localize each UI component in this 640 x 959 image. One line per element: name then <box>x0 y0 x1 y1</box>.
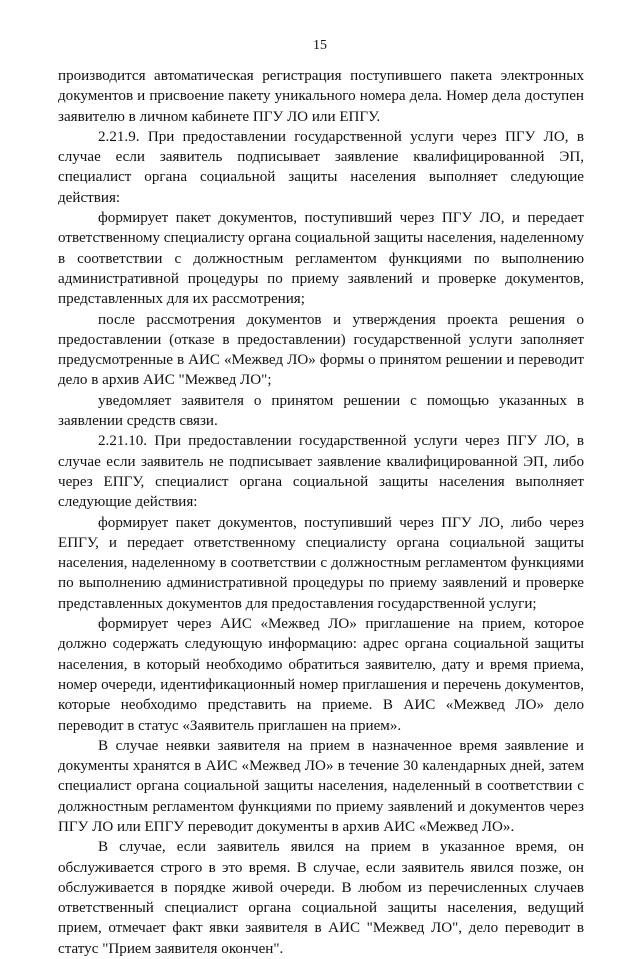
paragraph: уведомляет заявителя о принятом решении с помощью указанных в заявлении средств связи. <box>58 392 584 430</box>
paragraph: формирует пакет документов, поступивший через ПГУ ЛО, и передает ответственному специалисту органа социальной защиты населения, наделенному в соответствии с должностным регламентом функциями по выполнению административной процедуры по приему заявлений и проверке документов, представленных для их рассмотрения; <box>58 210 584 308</box>
paragraph: формирует пакет документов, поступивший через ПГУ ЛО, либо через ЕПГУ, и передает ответственному специалисту органа социальной защиты населения, наделенному в соответствии с должностным регламентом функциями по выполнению административной процедуры по приему заявлений и проверке представленных документов для предоставления государственной услуги; <box>58 514 584 612</box>
page-number: 15 <box>313 38 327 53</box>
paragraph: производится автоматическая регистрация поступившего пакета электронных документов и присвоение пакету уникального номера дела. Номер дела доступен заявителю в личном кабинете ПГУ ЛО или ЕПГУ. <box>58 68 584 125</box>
paragraph: В случае неявки заявителя на прием в назначенное время заявление и документы хранятся в АИС «Межвед ЛО» в течение 30 календарных дней, затем специалист органа социальной защиты населения, наделенный в соответствии с должностным регламентом функциями по приему заявлений и документов через ПГУ ЛО или ЕПГУ переводит документы в архив АИС «Межвед ЛО». <box>58 737 584 835</box>
document-body <box>58 66 584 959</box>
paragraph: 2.21.10. При предоставлении государственной услуги через ПГУ ЛО, в случае если заявитель не подписывает заявление квалифицированной ЭП, либо через ЕПГУ, специалист органа социальной защиты населения выполняет следующие действия: <box>58 433 584 511</box>
paragraph: после рассмотрения документов и утверждения проекта решения о предоставлении (отказе в предоставлении) государственной услуги заполняет предусмотренные в АИС «Межвед ЛО» формы о принятом решении и переводит дело в архив АИС "Межвед ЛО"; <box>58 311 584 389</box>
paragraph: формирует через АИС «Межвед ЛО» приглашение на прием, которое должно содержать следующую информацию: адрес органа социальной защиты населения, в который необходимо обратиться заявителю, дату и время приема, номер очереди, идентификационный номер приглашения и перечень документов, которые необходимо представить на приеме. В АИС «Межвед ЛО» дело переводит в статус «Заявитель приглашен на прием». <box>58 616 584 734</box>
paragraph: 2.21.9. При предоставлении государственной услуги через ПГУ ЛО, в случае если заявитель подписывает заявление квалифицированной ЭП, специалист органа социальной защиты населения выполняет следующие действия: <box>58 128 584 206</box>
paragraph: В случае, если заявитель явился на прием в указанное время, он обслуживается строго в это время. В случае, если заявитель явился позже, он обслуживается в порядке живой очереди. В любом из перечисленных случаев ответственный специалист органа социальной защиты населения, ведущий прием, отмечает факт явки заявителя в АИС "Межвед ЛО", дело переводит в статус "Прием заявителя окончен". <box>58 839 584 957</box>
